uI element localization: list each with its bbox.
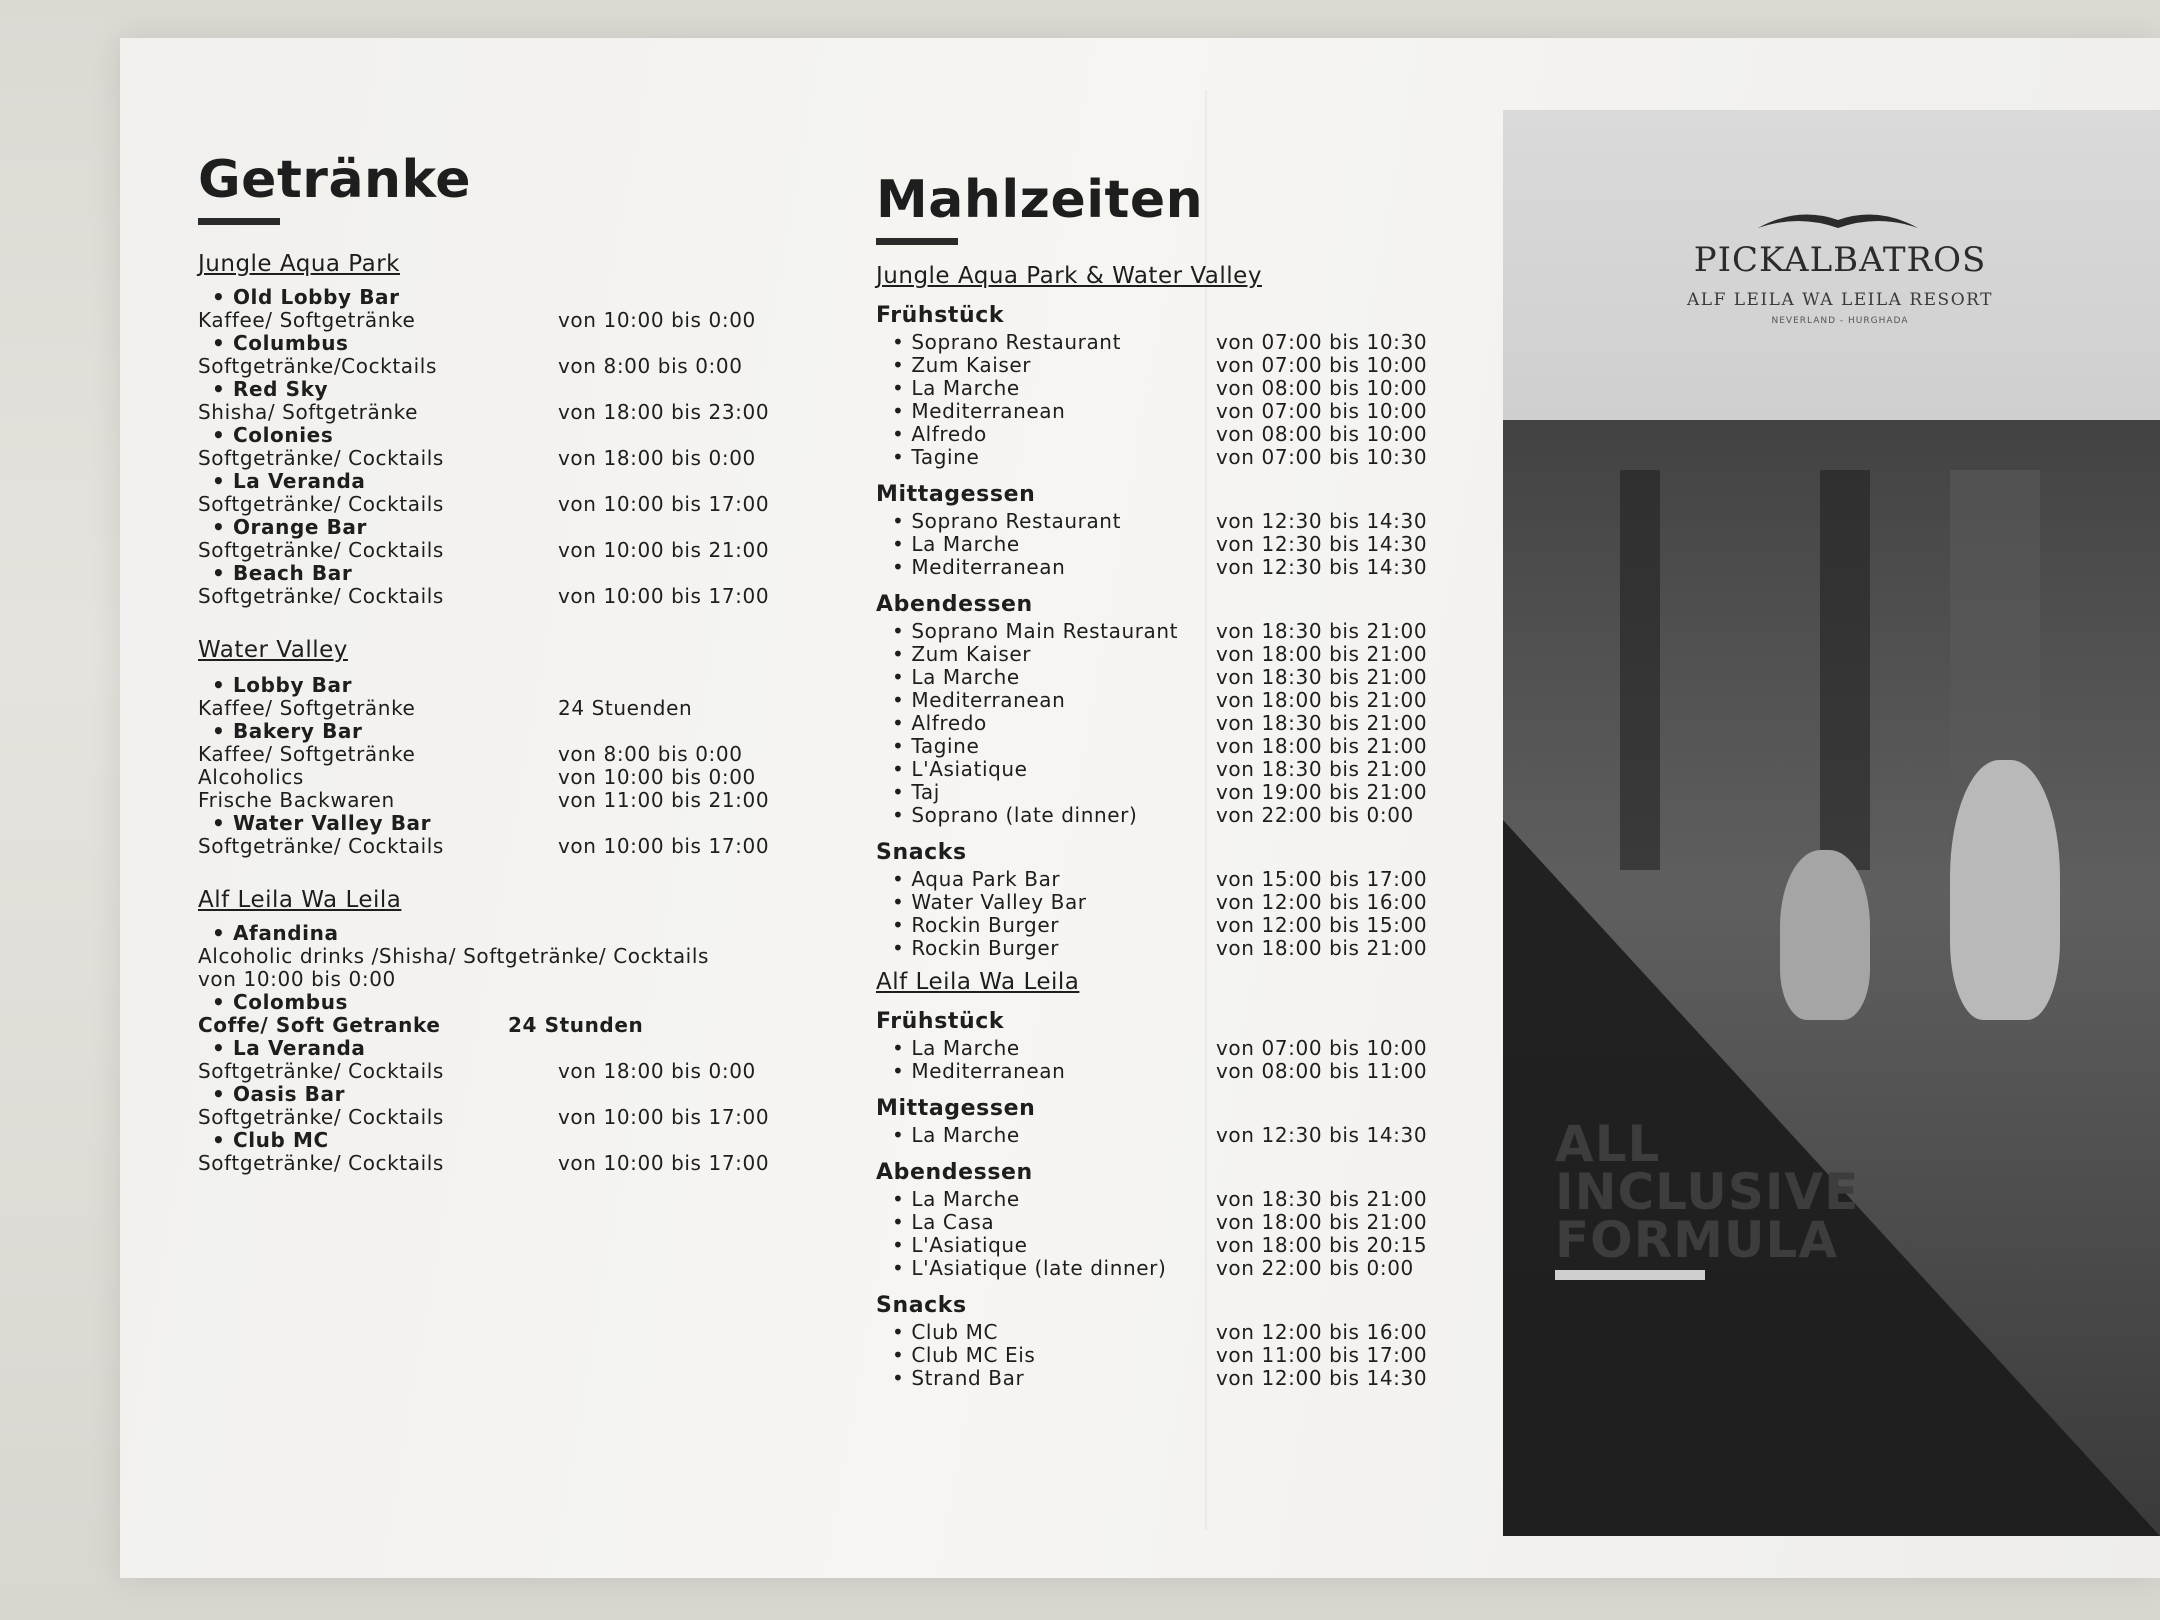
venue-description: Softgetränke/ Cocktails [198, 1059, 444, 1083]
list-item [198, 811, 818, 834]
meal-list [876, 867, 1496, 959]
meals-title: Mahlzeiten [876, 170, 1204, 230]
meal-heading: Snacks [876, 840, 967, 865]
brand-location: NEVERLAND - HURGHADA [1771, 316, 1909, 326]
restaurant-name: • Zum Kaiser [892, 642, 1032, 666]
list-item [876, 1036, 1496, 1059]
list-item [876, 445, 1496, 468]
venue-description: Softgetränke/ Cocktails [198, 1105, 444, 1129]
meal-list [876, 509, 1496, 578]
section-water-valley: Water Valley [198, 637, 348, 663]
list-item [198, 285, 818, 308]
venue-description: von 10:00 bis 0:00 [198, 967, 396, 991]
venue-name: • Bakery Bar [212, 719, 363, 743]
restaurant-name: • Mediterranean [892, 399, 1066, 423]
opening-hours: von 18:00 bis 0:00 [558, 1059, 756, 1083]
venue-description: Softgetränke/Cocktails [198, 354, 437, 378]
list-item [198, 469, 818, 492]
list-item [876, 1187, 1496, 1210]
restaurant-name: • La Marche [892, 1123, 1020, 1147]
opening-hours: von 12:00 bis 15:00 [1216, 913, 1428, 937]
opening-hours: von 18:00 bis 21:00 [1216, 688, 1428, 712]
list-item [876, 1343, 1496, 1366]
opening-hours: von 15:00 bis 17:00 [1216, 867, 1428, 891]
list-item [876, 509, 1496, 532]
list-item [198, 696, 818, 719]
list-item [198, 742, 818, 765]
list-item [876, 1059, 1496, 1082]
list-item [198, 765, 818, 788]
list-item [876, 1320, 1496, 1343]
restaurant-name: • La Marche [892, 376, 1020, 400]
meal-list [876, 619, 1496, 826]
opening-hours: von 18:00 bis 21:00 [1216, 734, 1428, 758]
restaurant-name: • Mediterranean [892, 555, 1066, 579]
venue-description: Frische Backwaren [198, 788, 395, 812]
restaurant-name: • L'Asiatique (late dinner) [892, 1256, 1167, 1280]
list-item [876, 376, 1496, 399]
opening-hours: von 08:00 bis 10:00 [1216, 422, 1428, 446]
list-item [198, 788, 818, 811]
opening-hours: von 22:00 bis 0:00 [1216, 803, 1414, 827]
restaurant-name: • Aqua Park Bar [892, 867, 1061, 891]
list-item [876, 867, 1496, 890]
list-item [876, 913, 1496, 936]
restaurant-name: • L'Asiatique [892, 1233, 1028, 1257]
overlay-caption [1555, 1115, 1955, 1269]
list-item [198, 834, 818, 857]
venue-description: Kaffee/ Softgetränke [198, 696, 416, 720]
venue-description: Coffe/ Soft Getranke [198, 1013, 441, 1037]
list-item [876, 1123, 1496, 1146]
column-shape [1820, 470, 1870, 870]
meal-heading: Mittagessen [876, 1096, 1036, 1121]
venue-name: • Colombus [212, 990, 349, 1014]
venue-name: • Afandina [212, 921, 339, 945]
list-item [876, 780, 1496, 803]
restaurant-name: • Mediterranean [892, 688, 1066, 712]
list-item [198, 515, 818, 538]
list-item [198, 1036, 818, 1059]
opening-hours: von 12:00 bis 16:00 [1216, 1320, 1428, 1344]
list-item [198, 1059, 818, 1082]
list-item [198, 673, 818, 696]
overlay-line: FORMULA [1555, 1211, 1839, 1269]
opening-hours: von 10:00 bis 17:00 [558, 492, 770, 516]
opening-hours: von 8:00 bis 0:00 [558, 742, 743, 766]
venue-description: Kaffee/ Softgetränke [198, 742, 416, 766]
restaurant-name: • Soprano (late dinner) [892, 803, 1138, 827]
restaurant-name: • Rockin Burger [892, 936, 1060, 960]
list-item [876, 422, 1496, 445]
list-item [876, 1256, 1496, 1279]
list-item [876, 330, 1496, 353]
opening-hours: von 08:00 bis 10:00 [1216, 376, 1428, 400]
meal-heading: Snacks [876, 1293, 967, 1318]
opening-hours: von 12:30 bis 14:30 [1216, 555, 1428, 579]
restaurant-name: • La Marche [892, 1187, 1020, 1211]
water-valley-list [198, 673, 818, 857]
restaurant-name: • La Casa [892, 1210, 995, 1234]
venue-description: Alcoholics [198, 765, 304, 789]
meals-column [876, 170, 1496, 1389]
list-item [876, 936, 1496, 959]
meal-list [876, 1187, 1496, 1279]
venue-description: Softgetränke/ Cocktails [198, 538, 444, 562]
list-item [876, 619, 1496, 642]
restaurant-name: • Zum Kaiser [892, 353, 1032, 377]
opening-hours: von 8:00 bis 0:00 [558, 354, 743, 378]
list-item [876, 353, 1496, 376]
restaurant-name: • Soprano Restaurant [892, 509, 1122, 533]
list-item [198, 584, 818, 607]
meals-jungle-list [876, 303, 1496, 959]
opening-hours: von 07:00 bis 10:00 [1216, 1036, 1428, 1060]
venue-description: Kaffee/ Softgetränke [198, 308, 416, 332]
list-item [198, 1013, 818, 1036]
section-alf-leila: Alf Leila Wa Leila [198, 887, 402, 913]
restaurant-name: • Tagine [892, 445, 980, 469]
opening-hours: von 10:00 bis 0:00 [558, 308, 756, 332]
opening-hours: von 12:00 bis 16:00 [1216, 890, 1428, 914]
meal-list [876, 1123, 1496, 1146]
opening-hours: von 18:00 bis 0:00 [558, 446, 756, 470]
list-item [876, 532, 1496, 555]
list-item [198, 423, 818, 446]
meal-heading: Frühstück [876, 303, 1005, 328]
section-jungle-aqua-park: Jungle Aqua Park [198, 251, 401, 277]
opening-hours: von 10:00 bis 17:00 [558, 1105, 770, 1129]
meal-list [876, 330, 1496, 468]
venue-description: Softgetränke/ Cocktails [198, 492, 444, 516]
venue-name: • Columbus [212, 331, 349, 355]
venue-description: Softgetränke/ Cocktails [198, 584, 444, 608]
restaurant-name: • Rockin Burger [892, 913, 1060, 937]
venue-description: Shisha/ Softgetränke [198, 400, 419, 424]
restaurant-name: • La Marche [892, 532, 1020, 556]
drinks-column [198, 150, 818, 1174]
title-underline [198, 218, 280, 225]
restaurant-name: • Club MC [892, 1320, 999, 1344]
venue-name: • Red Sky [212, 377, 329, 401]
meal-list [876, 1320, 1496, 1389]
opening-hours: von 10:00 bis 17:00 [558, 584, 770, 608]
opening-hours: 24 Stunden [508, 1013, 644, 1037]
list-item [198, 1128, 818, 1151]
opening-hours: 24 Stuenden [558, 696, 693, 720]
venue-description: Alcoholic drinks /Shisha/ Softgetränke/ Cocktails [198, 944, 710, 968]
section-alf-leila-meals: Alf Leila Wa Leila [876, 969, 1080, 995]
opening-hours: von 18:00 bis 21:00 [1216, 642, 1428, 666]
bird-logo-icon [1758, 206, 1918, 234]
venue-name: • Club MC [212, 1128, 329, 1152]
restaurant-name: • L'Asiatique [892, 757, 1028, 781]
brand-name: PICKALBATROS [1693, 240, 1987, 280]
overlay-bar [1555, 1270, 1705, 1280]
restaurant-name: • Club MC Eis [892, 1343, 1036, 1367]
venue-name: • La Veranda [212, 469, 366, 493]
overlay-line: INCLUSIVE [1555, 1163, 1860, 1221]
meal-heading: Frühstück [876, 1009, 1005, 1034]
restaurant-name: • Strand Bar [892, 1366, 1025, 1390]
list-item [198, 1151, 818, 1174]
meal-heading: Abendessen [876, 1160, 1033, 1185]
opening-hours: von 10:00 bis 0:00 [558, 765, 756, 789]
list-item [876, 734, 1496, 757]
opening-hours: von 18:30 bis 21:00 [1216, 1187, 1428, 1211]
list-item [198, 308, 818, 331]
list-item [198, 967, 818, 990]
restaurant-name: • La Marche [892, 1036, 1020, 1060]
restaurant-name: • Mediterranean [892, 1059, 1066, 1083]
overlay-line: ALL [1555, 1115, 1661, 1173]
list-item [876, 1233, 1496, 1256]
list-item [198, 446, 818, 469]
venue-name: • Lobby Bar [212, 673, 353, 697]
list-item [198, 377, 818, 400]
list-item [876, 688, 1496, 711]
meal-heading: Abendessen [876, 592, 1033, 617]
brand-subtitle: ALF LEILA WA LEILA RESORT [1687, 290, 1993, 310]
meal-heading: Mittagessen [876, 482, 1036, 507]
list-item [198, 1082, 818, 1105]
opening-hours: von 18:30 bis 21:00 [1216, 665, 1428, 689]
meal-list [876, 1036, 1496, 1082]
list-item [876, 757, 1496, 780]
restaurant-name: • Alfredo [892, 711, 987, 735]
list-item [876, 711, 1496, 734]
drinks-title: Getränke [198, 150, 472, 210]
list-item [198, 561, 818, 584]
opening-hours: von 22:00 bis 0:00 [1216, 1256, 1414, 1280]
list-item [876, 642, 1496, 665]
opening-hours: von 12:00 bis 14:30 [1216, 1366, 1428, 1390]
opening-hours: von 18:00 bis 23:00 [558, 400, 770, 424]
title-underline [876, 238, 958, 245]
opening-hours: von 18:00 bis 21:00 [1216, 936, 1428, 960]
venue-description: Softgetränke/ Cocktails [198, 834, 444, 858]
opening-hours: von 18:00 bis 21:00 [1216, 1210, 1428, 1234]
venue-name: • La Veranda [212, 1036, 366, 1060]
opening-hours: von 12:30 bis 14:30 [1216, 509, 1428, 533]
list-item [876, 890, 1496, 913]
jungle-aqua-park-list [198, 285, 818, 607]
list-item [198, 538, 818, 561]
venue-name: • Water Valley Bar [212, 811, 432, 835]
list-item [876, 803, 1496, 826]
list-item [876, 555, 1496, 578]
opening-hours: von 10:00 bis 21:00 [558, 538, 770, 562]
venue-description: Softgetränke/ Cocktails [198, 1151, 444, 1175]
list-item [198, 1105, 818, 1128]
list-item [198, 331, 818, 354]
opening-hours: von 11:00 bis 17:00 [1216, 1343, 1428, 1367]
list-item [198, 492, 818, 515]
list-item [198, 944, 818, 967]
list-item [198, 400, 818, 423]
restaurant-name: • Alfredo [892, 422, 987, 446]
opening-hours: von 18:30 bis 21:00 [1216, 619, 1428, 643]
opening-hours: von 07:00 bis 10:30 [1216, 445, 1428, 469]
restaurant-name: • La Marche [892, 665, 1020, 689]
restaurant-name: • Soprano Main Restaurant [892, 619, 1179, 643]
list-item [876, 1210, 1496, 1233]
opening-hours: von 07:00 bis 10:30 [1216, 330, 1428, 354]
opening-hours: von 07:00 bis 10:00 [1216, 353, 1428, 377]
opening-hours: von 08:00 bis 11:00 [1216, 1059, 1428, 1083]
opening-hours: von 18:00 bis 20:15 [1216, 1233, 1428, 1257]
meals-alf-list [876, 1009, 1496, 1389]
opening-hours: von 07:00 bis 10:00 [1216, 399, 1428, 423]
opening-hours: von 11:00 bis 21:00 [558, 788, 770, 812]
venue-name: • Orange Bar [212, 515, 367, 539]
opening-hours: von 10:00 bis 17:00 [558, 834, 770, 858]
venue-name: • Old Lobby Bar [212, 285, 400, 309]
restaurant-name: • Soprano Restaurant [892, 330, 1122, 354]
restaurant-name: • Water Valley Bar [892, 890, 1087, 914]
alf-leila-list [198, 921, 818, 1174]
opening-hours: von 12:30 bis 14:30 [1216, 532, 1428, 556]
opening-hours: von 10:00 bis 17:00 [558, 1151, 770, 1175]
list-item [876, 1366, 1496, 1389]
restaurant-name: • Taj [892, 780, 940, 804]
venue-description: Softgetränke/ Cocktails [198, 446, 444, 470]
section-jungle-water: Jungle Aqua Park & Water Valley [876, 263, 1262, 289]
list-item [198, 990, 818, 1013]
venue-name: • Oasis Bar [212, 1082, 346, 1106]
list-item [876, 399, 1496, 422]
venue-name: • Colonies [212, 423, 334, 447]
list-item [198, 354, 818, 377]
restaurant-name: • Tagine [892, 734, 980, 758]
list-item [198, 719, 818, 742]
opening-hours: von 12:30 bis 14:30 [1216, 1123, 1428, 1147]
venue-name: • Beach Bar [212, 561, 353, 585]
opening-hours: von 19:00 bis 21:00 [1216, 780, 1428, 804]
opening-hours: von 18:30 bis 21:00 [1216, 711, 1428, 735]
column-shape [1620, 470, 1660, 870]
list-item [198, 921, 818, 944]
list-item [876, 665, 1496, 688]
opening-hours: von 18:30 bis 21:00 [1216, 757, 1428, 781]
